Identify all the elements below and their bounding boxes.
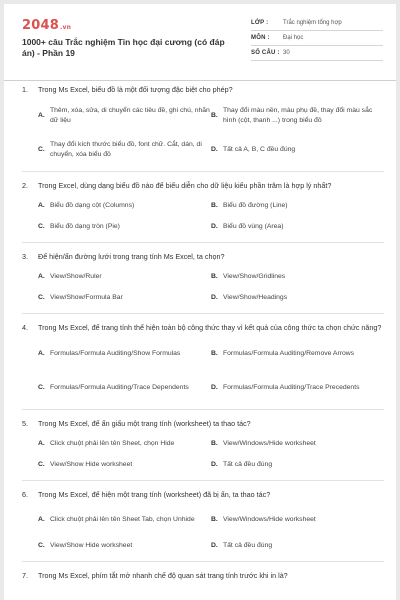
option-c[interactable]: C. View/Show Hide worksheet (38, 461, 133, 468)
document-page (4, 4, 396, 600)
meta-key: LỚP : (251, 20, 269, 26)
question-6 (22, 481, 384, 552)
option-a[interactable]: A. Biểu đồ dạng cột (Columns) (38, 202, 135, 209)
option-d[interactable]: D. Biểu đồ vùng (Area) (211, 223, 284, 230)
question-number: 2. (22, 181, 28, 190)
option-d[interactable]: D. Formulas/Formula Auditing/Trace Precedents (211, 384, 360, 391)
option-b[interactable]: B. View/Windows/Hide worksheet (211, 440, 316, 447)
question-number: 5. (22, 419, 28, 428)
option-a[interactable]: A. View/Show/Ruler (38, 273, 102, 280)
question-number: 1. (22, 85, 28, 94)
question-number: 3. (22, 252, 28, 261)
meta-value: Đại học (283, 35, 304, 41)
option-a[interactable]: A. Click chuột phải lên tên Sheet Tab, chọn Unhide (38, 516, 195, 523)
question-text: Trong Excel, dùng dạng biểu đồ nào để biểu diễn cho dữ liệu kiểu phần trăm là hợp lý nhất? (38, 181, 332, 190)
question-text: Trong Ms Excel, biểu đồ là một đối tượng đặc biệt cho phép? (38, 85, 233, 94)
question-1 (22, 82, 384, 163)
question-number: 7. (22, 571, 28, 580)
option-a[interactable]: A. Click chuột phải lên tên Sheet, chọn Hide (38, 440, 175, 447)
meta-key: MÔN : (251, 35, 270, 41)
question-number: 6. (22, 490, 28, 499)
meta-key: SỐ CÂU : (251, 50, 280, 56)
option-c[interactable]: C. Biểu đồ dạng tròn (Pie) (38, 223, 120, 230)
option-c[interactable]: C. View/Show Hide worksheet (38, 542, 133, 549)
option-b[interactable]: B. View/Windows/Hide worksheet (211, 516, 316, 523)
meta-table (251, 16, 383, 61)
options (22, 103, 384, 163)
question-text: Trong Ms Excel, để ẩn giấu một trang tính (worksheet) ta thao tác? (38, 419, 251, 428)
options (22, 200, 384, 233)
question-number: 4. (22, 323, 28, 332)
header-divider (4, 80, 396, 81)
question-2 (22, 172, 384, 233)
option-c[interactable]: C. View/Show/Formula Bar (38, 294, 123, 301)
question-7 (22, 562, 384, 581)
options (22, 438, 384, 471)
logo-ext: .vn (59, 24, 72, 31)
logo-main: 2048 (22, 18, 59, 33)
question-5 (22, 410, 384, 471)
meta-value: 30 (283, 50, 290, 56)
question-3 (22, 243, 384, 304)
option-c[interactable]: C. Thay đổi kích thước biểu đồ, font chữ. Cắt, dán, di chuyển, xóa biểu đồ (38, 141, 202, 158)
option-a[interactable]: A. Formulas/Formula Auditing/Show Formulas (38, 350, 181, 357)
question-text: Trong Ms Excel, để hiện một trang tính (worksheet) đã bị ẩn, ta thao tác? (38, 490, 271, 499)
options (22, 341, 384, 401)
document-header (4, 4, 396, 74)
option-b[interactable]: B. Thay đổi màu nền, màu phụ đề, thay đổi màu sắc hình (cột, thanh ...) trong biểu đồ (211, 107, 373, 124)
question-text: Để hiện/ẩn đường lưới trong trang tính Ms Excel, ta chọn? (38, 252, 225, 261)
meta-row-count (251, 46, 383, 61)
option-b[interactable]: B. Biểu đồ đường (Line) (211, 202, 288, 209)
option-b[interactable]: B. View/Show/Gridlines (211, 273, 286, 280)
question-text: Trong Ms Excel, để trang tính thể hiện toàn bộ công thức thay vì kết quả của công thức ta chọn chức năng? (38, 323, 382, 332)
meta-row-subject (251, 31, 383, 46)
options (22, 271, 384, 304)
option-d[interactable]: D. Tất cả đều đúng (211, 461, 273, 468)
question-4 (22, 314, 384, 401)
site-logo[interactable] (22, 18, 71, 33)
question-list (22, 82, 384, 581)
option-d[interactable]: D. View/Show/Headings (211, 294, 288, 301)
option-d[interactable]: D. Tất cả đều đúng (211, 542, 273, 549)
option-a[interactable]: A. Thêm, xóa, sửa, di chuyển các tiêu đề, ghi chú, nhãn dữ liệu (38, 107, 210, 124)
option-d[interactable]: D. Tất cả A, B, C đều đúng (211, 146, 296, 153)
meta-value: Trắc nghiệm tổng hợp (283, 20, 342, 26)
option-b[interactable]: B. Formulas/Formula Auditing/Remove Arrows (211, 350, 355, 357)
meta-row-class (251, 16, 383, 31)
question-text: Trong Ms Excel, phím tắt mở nhanh chế độ quan sát trang tính trước khi in là? (38, 571, 288, 580)
option-c[interactable]: C. Formulas/Formula Auditing/Trace Dependents (38, 384, 189, 391)
options (22, 507, 384, 552)
document-title: 1000+ câu Trắc nghiệm Tin học đại cương (có đáp án) - Phần 19 (22, 37, 225, 58)
